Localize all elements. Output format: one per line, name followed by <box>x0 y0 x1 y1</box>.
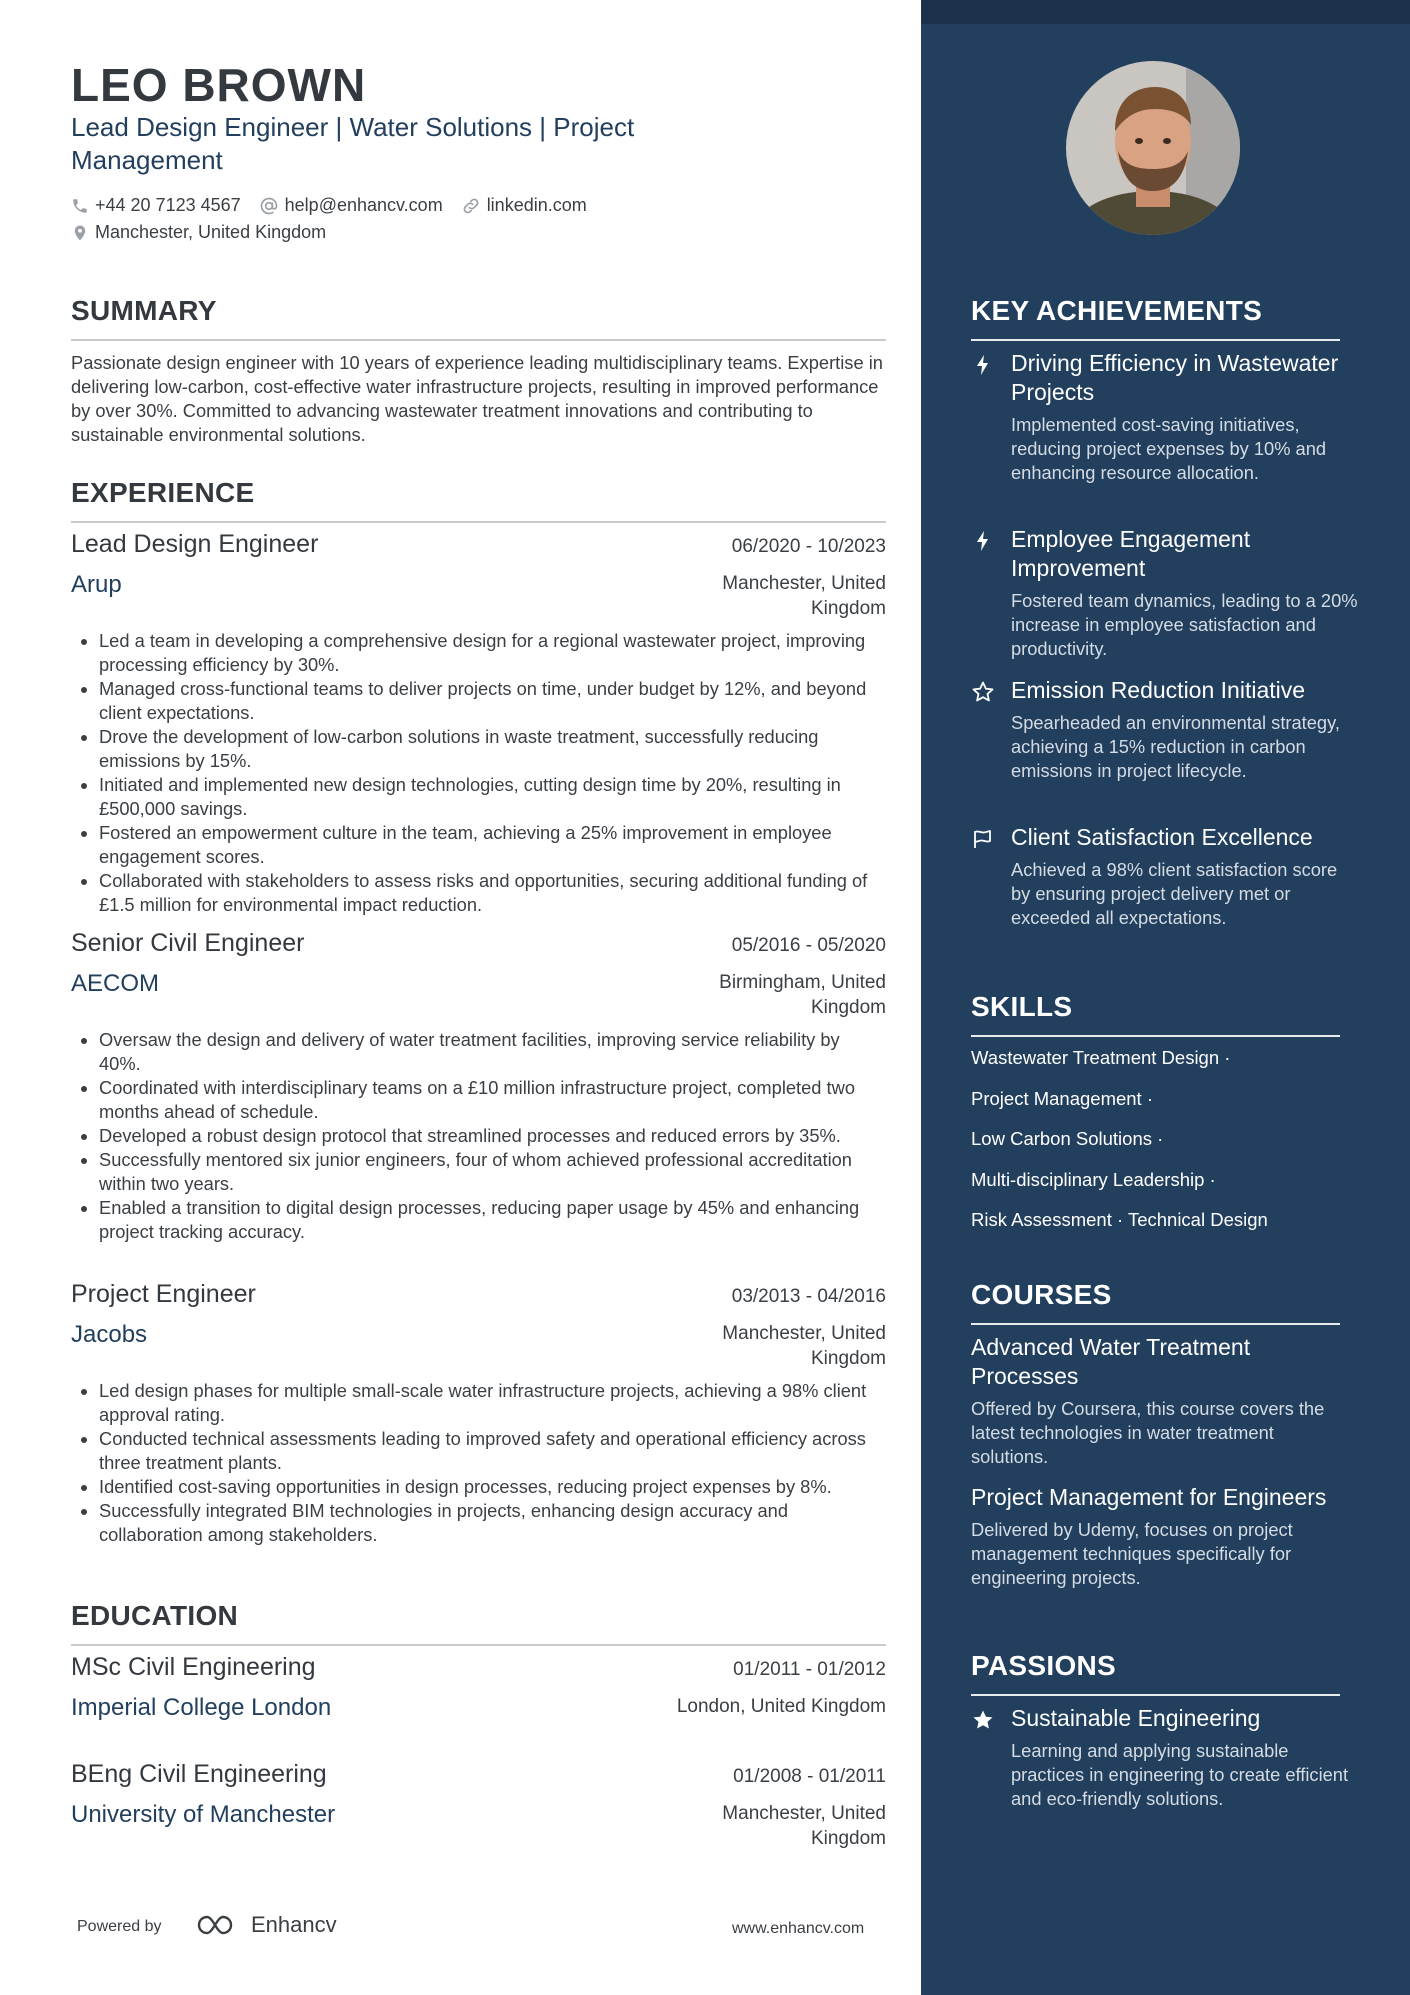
skill-line: Risk Assessment · Technical Design <box>971 1209 1268 1230</box>
link-icon <box>461 196 481 216</box>
school-name: University of Manchester <box>71 1801 336 1828</box>
linkedin-url: linkedin.com <box>486 195 587 215</box>
job-location: Manchester, United Kingdom <box>722 573 886 619</box>
list-item: • Identified cost-saving opportunities in design processes, reducing project expenses by 8%. <box>99 1475 886 1499</box>
at-icon <box>259 196 279 216</box>
contact-row-2 <box>71 222 344 243</box>
list-item: • Drove the development of low-carbon solutions in waste treatment, successfully reducing emissions by 15%. <box>99 725 886 773</box>
avatar <box>1066 61 1240 235</box>
job-location: Manchester, United Kingdom <box>722 1323 886 1369</box>
degree-title: MSc Civil Engineering <box>71 1653 316 1681</box>
list-item: • Led design phases for multiple small-scale water infrastructure projects, achieving a 98% client approval rating. <box>99 1379 886 1427</box>
enhancv-logo[interactable] <box>195 1912 337 1938</box>
degree-title: BEng Civil Engineering <box>71 1760 327 1788</box>
achievements-heading: KEY ACHIEVEMENTS <box>971 295 1340 341</box>
skill-line: Low Carbon Solutions · <box>971 1128 1164 1149</box>
achievement-title: Driving Efficiency in Wastewater Projects <box>1011 350 1339 405</box>
course-desc: Offered by Coursera, this course covers the latest technologies in water treatment solutions. <box>971 1398 1325 1467</box>
job-company: Arup <box>71 571 122 598</box>
course-item <box>971 1483 1351 1590</box>
achievement-desc: Achieved a 98% client satisfaction score by ensuring project delivery met or exceeded all expectations. <box>1011 859 1338 928</box>
achievement-desc: Spearheaded an environmental strategy, achieving a 15% reduction in carbon emissions in project lifecycle. <box>1011 712 1340 781</box>
job-title: Senior Civil Engineer <box>71 929 305 957</box>
contact-row-1 <box>71 195 605 216</box>
list-item: • Fostered an empowerment culture in the team, achieving a 25% improvement in employee engagement scores. <box>99 821 886 869</box>
skill-line: Project Management · <box>971 1088 1154 1109</box>
job-entry <box>71 530 886 917</box>
achievement-title: Emission Reduction Initiative <box>1011 677 1306 703</box>
bolt-icon <box>971 353 995 377</box>
job-entry <box>71 929 886 1244</box>
linkedin-contact[interactable] <box>461 195 587 216</box>
job-dates: 06/2020 - 10/2023 <box>731 536 886 557</box>
course-title: Advanced Water Treatment Processes <box>971 1334 1251 1389</box>
course-desc: Delivered by Udemy, focuses on project management techniques specifically for engineering projects. <box>971 1519 1293 1588</box>
school-location: London, United Kingdom <box>676 1696 886 1717</box>
phone-number: +44 20 7123 4567 <box>95 195 241 215</box>
sidebar-top-band <box>921 0 1410 24</box>
list-item: • Managed cross-functional teams to deliver projects on time, under budget by 12%, and beyond client expectations. <box>99 677 886 725</box>
phone-contact[interactable] <box>71 195 241 216</box>
achievement-title: Client Satisfaction Excellence <box>1011 824 1313 850</box>
location-contact <box>71 222 326 243</box>
email-address: help@enhancv.com <box>284 195 443 215</box>
list-item: • Coordinated with interdisciplinary teams on a £10 million infrastructure project, completed two months ahead of schedule. <box>99 1076 886 1124</box>
star-outline-icon <box>971 680 995 704</box>
list-item: • Developed a robust design protocol that streamlined processes and reduced errors by 35%. <box>99 1124 886 1148</box>
footer-url[interactable]: www.enhancv.com <box>732 1920 865 1937</box>
education-entry <box>71 1760 886 1851</box>
flag-icon <box>971 827 995 851</box>
list-item: • Collaborated with stakeholders to assess risks and opportunities, securing additional funding of £1.5 million for environmental impact reduction. <box>99 869 886 917</box>
bolt-icon <box>971 529 995 553</box>
achievement-item <box>971 823 1361 930</box>
job-dates: 05/2016 - 05/2020 <box>731 935 886 956</box>
location-text: Manchester, United Kingdom <box>95 222 327 242</box>
course-item <box>971 1333 1351 1469</box>
enhancv-logo-icon <box>195 1913 243 1937</box>
achievement-item <box>971 676 1361 783</box>
passion-item <box>971 1704 1361 1811</box>
achievement-desc: Fostered team dynamics, leading to a 20% increase in employee satisfaction and productivity. <box>1011 590 1358 659</box>
skills-heading: SKILLS <box>971 991 1340 1037</box>
list-item: • Oversaw the design and delivery of water treatment facilities, improving service reliability by 40%. <box>99 1028 886 1076</box>
list-item: • Conducted technical assessments leading to improved safety and operational efficiency across three treatment plants. <box>99 1427 886 1475</box>
experience-heading: EXPERIENCE <box>71 477 886 523</box>
passion-title: Sustainable Engineering <box>1011 1705 1261 1731</box>
passions-heading: PASSIONS <box>971 1650 1340 1696</box>
education-dates: 01/2008 - 01/2011 <box>733 1766 886 1787</box>
powered-by-label: Powered by <box>77 1918 162 1935</box>
job-location: Birmingham, United Kingdom <box>719 972 886 1018</box>
job-bullets <box>71 629 886 917</box>
passion-desc: Learning and applying sustainable practices in engineering to create efficient and eco-friendly solutions. <box>1011 1740 1349 1809</box>
job-title: Lead Design Engineer <box>71 530 319 558</box>
sidebar <box>921 0 1410 1995</box>
job-bullets <box>71 1028 886 1244</box>
summary-text: Passionate design engineer with 10 years of experience leading multidisciplinary teams. Expertise in delivering low-carbon, cost-effective water infrastructure projects, resulting in improved performance by over 30%. Committed to advancing wastewater treatment innovations and contributing to sustainable environmental solutions. <box>71 352 883 445</box>
job-bullets <box>71 1379 886 1547</box>
star-filled-icon <box>971 1708 995 1732</box>
course-title: Project Management for Engineers <box>971 1484 1327 1510</box>
headline: Lead Design Engineer | Water Solutions | Project Management <box>71 112 635 175</box>
list-item: • Initiated and implemented new design technologies, cutting design time by 20%, resulting in £500,000 savings. <box>99 773 886 821</box>
phone-icon <box>71 197 89 215</box>
job-company: AECOM <box>71 970 160 997</box>
skill-line: Multi-disciplinary Leadership · <box>971 1169 1216 1190</box>
list-item: • Enabled a transition to digital design processes, reducing paper usage by 45% and enhancing project tracking accuracy. <box>99 1196 886 1244</box>
list-item: • Successfully mentored six junior engineers, four of whom achieved professional accreditation within two years. <box>99 1148 886 1196</box>
achievement-item <box>971 349 1361 485</box>
job-dates: 03/2013 - 04/2016 <box>731 1286 886 1307</box>
achievement-desc: Implemented cost-saving initiatives, reducing project expenses by 10% and enhancing resource allocation. <box>1011 414 1327 483</box>
location-pin-icon <box>71 223 89 243</box>
school-location: Manchester, United Kingdom <box>722 1803 886 1849</box>
avatar-photo <box>1066 61 1240 235</box>
email-contact[interactable] <box>259 195 443 216</box>
education-heading: EDUCATION <box>71 1600 886 1646</box>
candidate-name: LEO BROWN <box>71 59 367 111</box>
job-company: Jacobs <box>71 1321 148 1348</box>
achievement-item <box>971 525 1361 661</box>
list-item: • Led a team in developing a comprehensive design for a regional wastewater project, improving processing efficiency by 30%. <box>99 629 886 677</box>
education-dates: 01/2011 - 01/2012 <box>733 1659 886 1680</box>
achievement-title: Employee Engagement Improvement <box>1011 526 1251 581</box>
education-entry <box>71 1653 886 1722</box>
courses-heading: COURSES <box>971 1279 1340 1325</box>
list-item: • Successfully integrated BIM technologies in projects, enhancing design accuracy and collaboration among stakeholders. <box>99 1499 886 1547</box>
job-title: Project Engineer <box>71 1280 256 1308</box>
skill-line: Wastewater Treatment Design · <box>971 1047 1231 1068</box>
brand-name: Enhancv <box>251 1912 337 1937</box>
summary-heading: SUMMARY <box>71 295 886 341</box>
job-entry <box>71 1280 886 1547</box>
school-name: Imperial College London <box>71 1694 332 1721</box>
